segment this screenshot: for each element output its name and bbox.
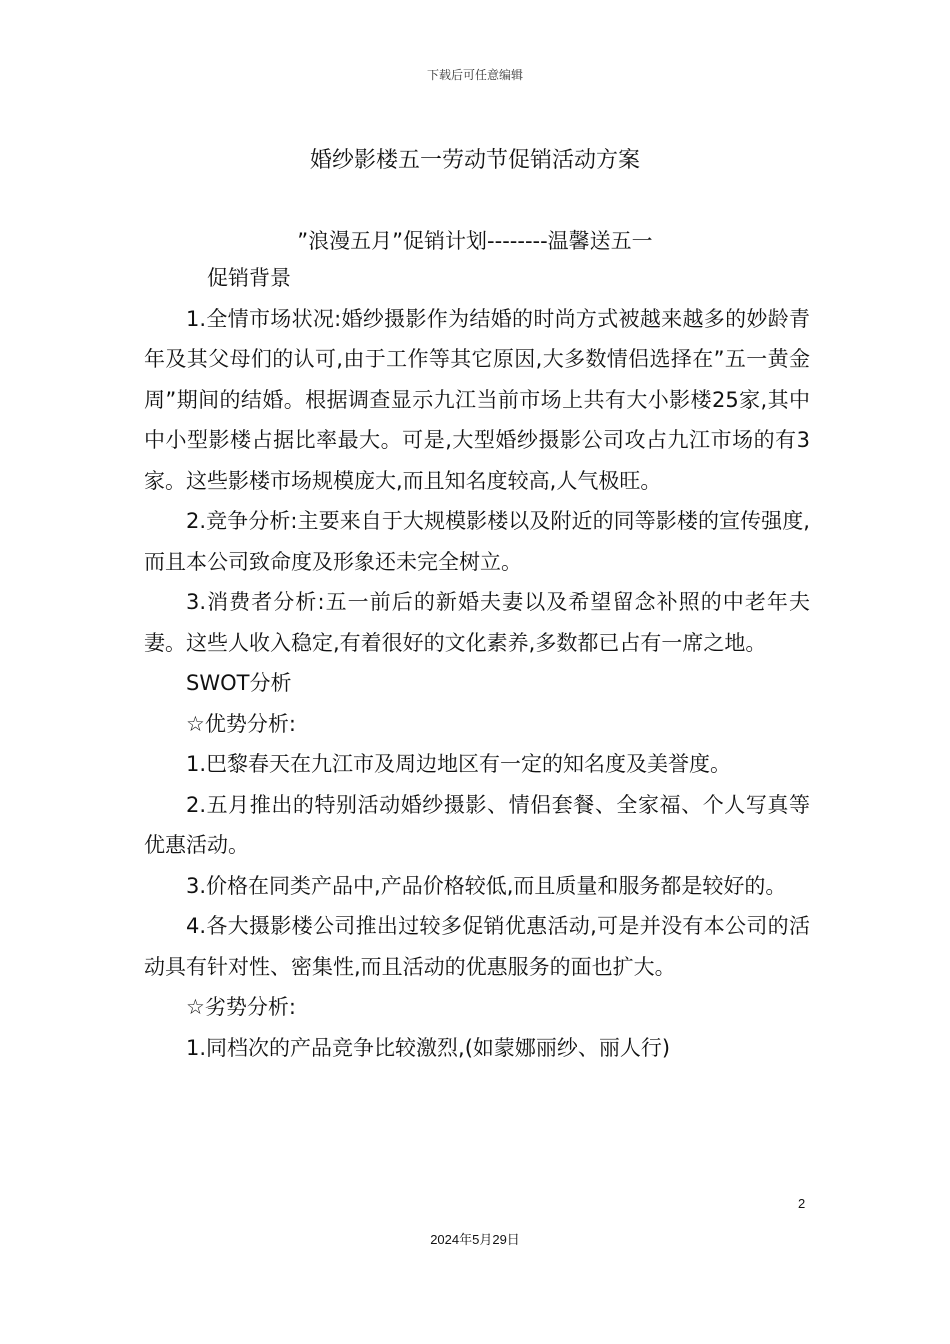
paragraph-strength-2: 2.五月推出的特别活动婚纱摄影、情侣套餐、全家福、个人写真等优惠活动。 (144, 792, 810, 857)
section-heading-strengths: ☆优势分析: (186, 711, 296, 736)
section-heading-background: 促销背景 (207, 266, 291, 290)
header-note: 下载后可任意编辑 (426, 68, 523, 82)
paragraph-strength-3: 3.价格在同类产品中,产品价格较低,而且质量和服务都是较好的。 (186, 873, 787, 898)
paragraph-weakness-1: 1.同档次的产品竞争比较激烈,(如蒙娜丽纱、丽人行) (186, 1035, 671, 1060)
paragraph-strength-1: 1.巴黎春天在九江市及周边地区有一定的知名度及美誉度。 (186, 752, 732, 776)
paragraph-market-status: 1.全情市场状况:婚纱摄影作为结婚的时尚方式被越来越多的妙龄青年及其父母们的认可,由于工作等其它原因,大多数情侣选择在”五一黄金周”期间的结婚。根据调查显示九江当前市场上共有大小影楼25家,其中中小型影楼占据比率最大。可是,大型婚纱摄影公司攻占九江市场的有3家。这些影楼市场规模庞大,而且知名度较高,人气极旺。 (144, 306, 810, 493)
document-subtitle: ”浪漫五月”促销计划--------温馨送五一 (297, 229, 653, 253)
document-title: 婚纱影楼五一劳动节促销活动方案 (309, 148, 640, 173)
footer-date: 2024年5月29日 (430, 1232, 520, 1247)
paragraph-competition: 2.竞争分析:主要来自于大规模影楼以及附近的同等影楼的宣传强度,而且本公司致命度及形象还未完全树立。 (144, 509, 810, 574)
page-number: 2 (798, 1196, 806, 1211)
section-heading-weaknesses: ☆劣势分析: (186, 995, 296, 1019)
section-heading-swot: SWOT分析 (186, 671, 292, 695)
paragraph-consumer: 3.消费者分析:五一前后的新婚夫妻以及希望留念补照的中老年夫妻。这些人收入稳定,有着很好的文化素养,多数都已占有一席之地。 (144, 590, 810, 655)
document-body (144, 258, 810, 1068)
paragraph-strength-4: 4.各大摄影楼公司推出过较多促销优惠活动,可是并没有本公司的活动具有针对性、密集性,而且活动的优惠服务的面也扩大。 (144, 914, 810, 979)
